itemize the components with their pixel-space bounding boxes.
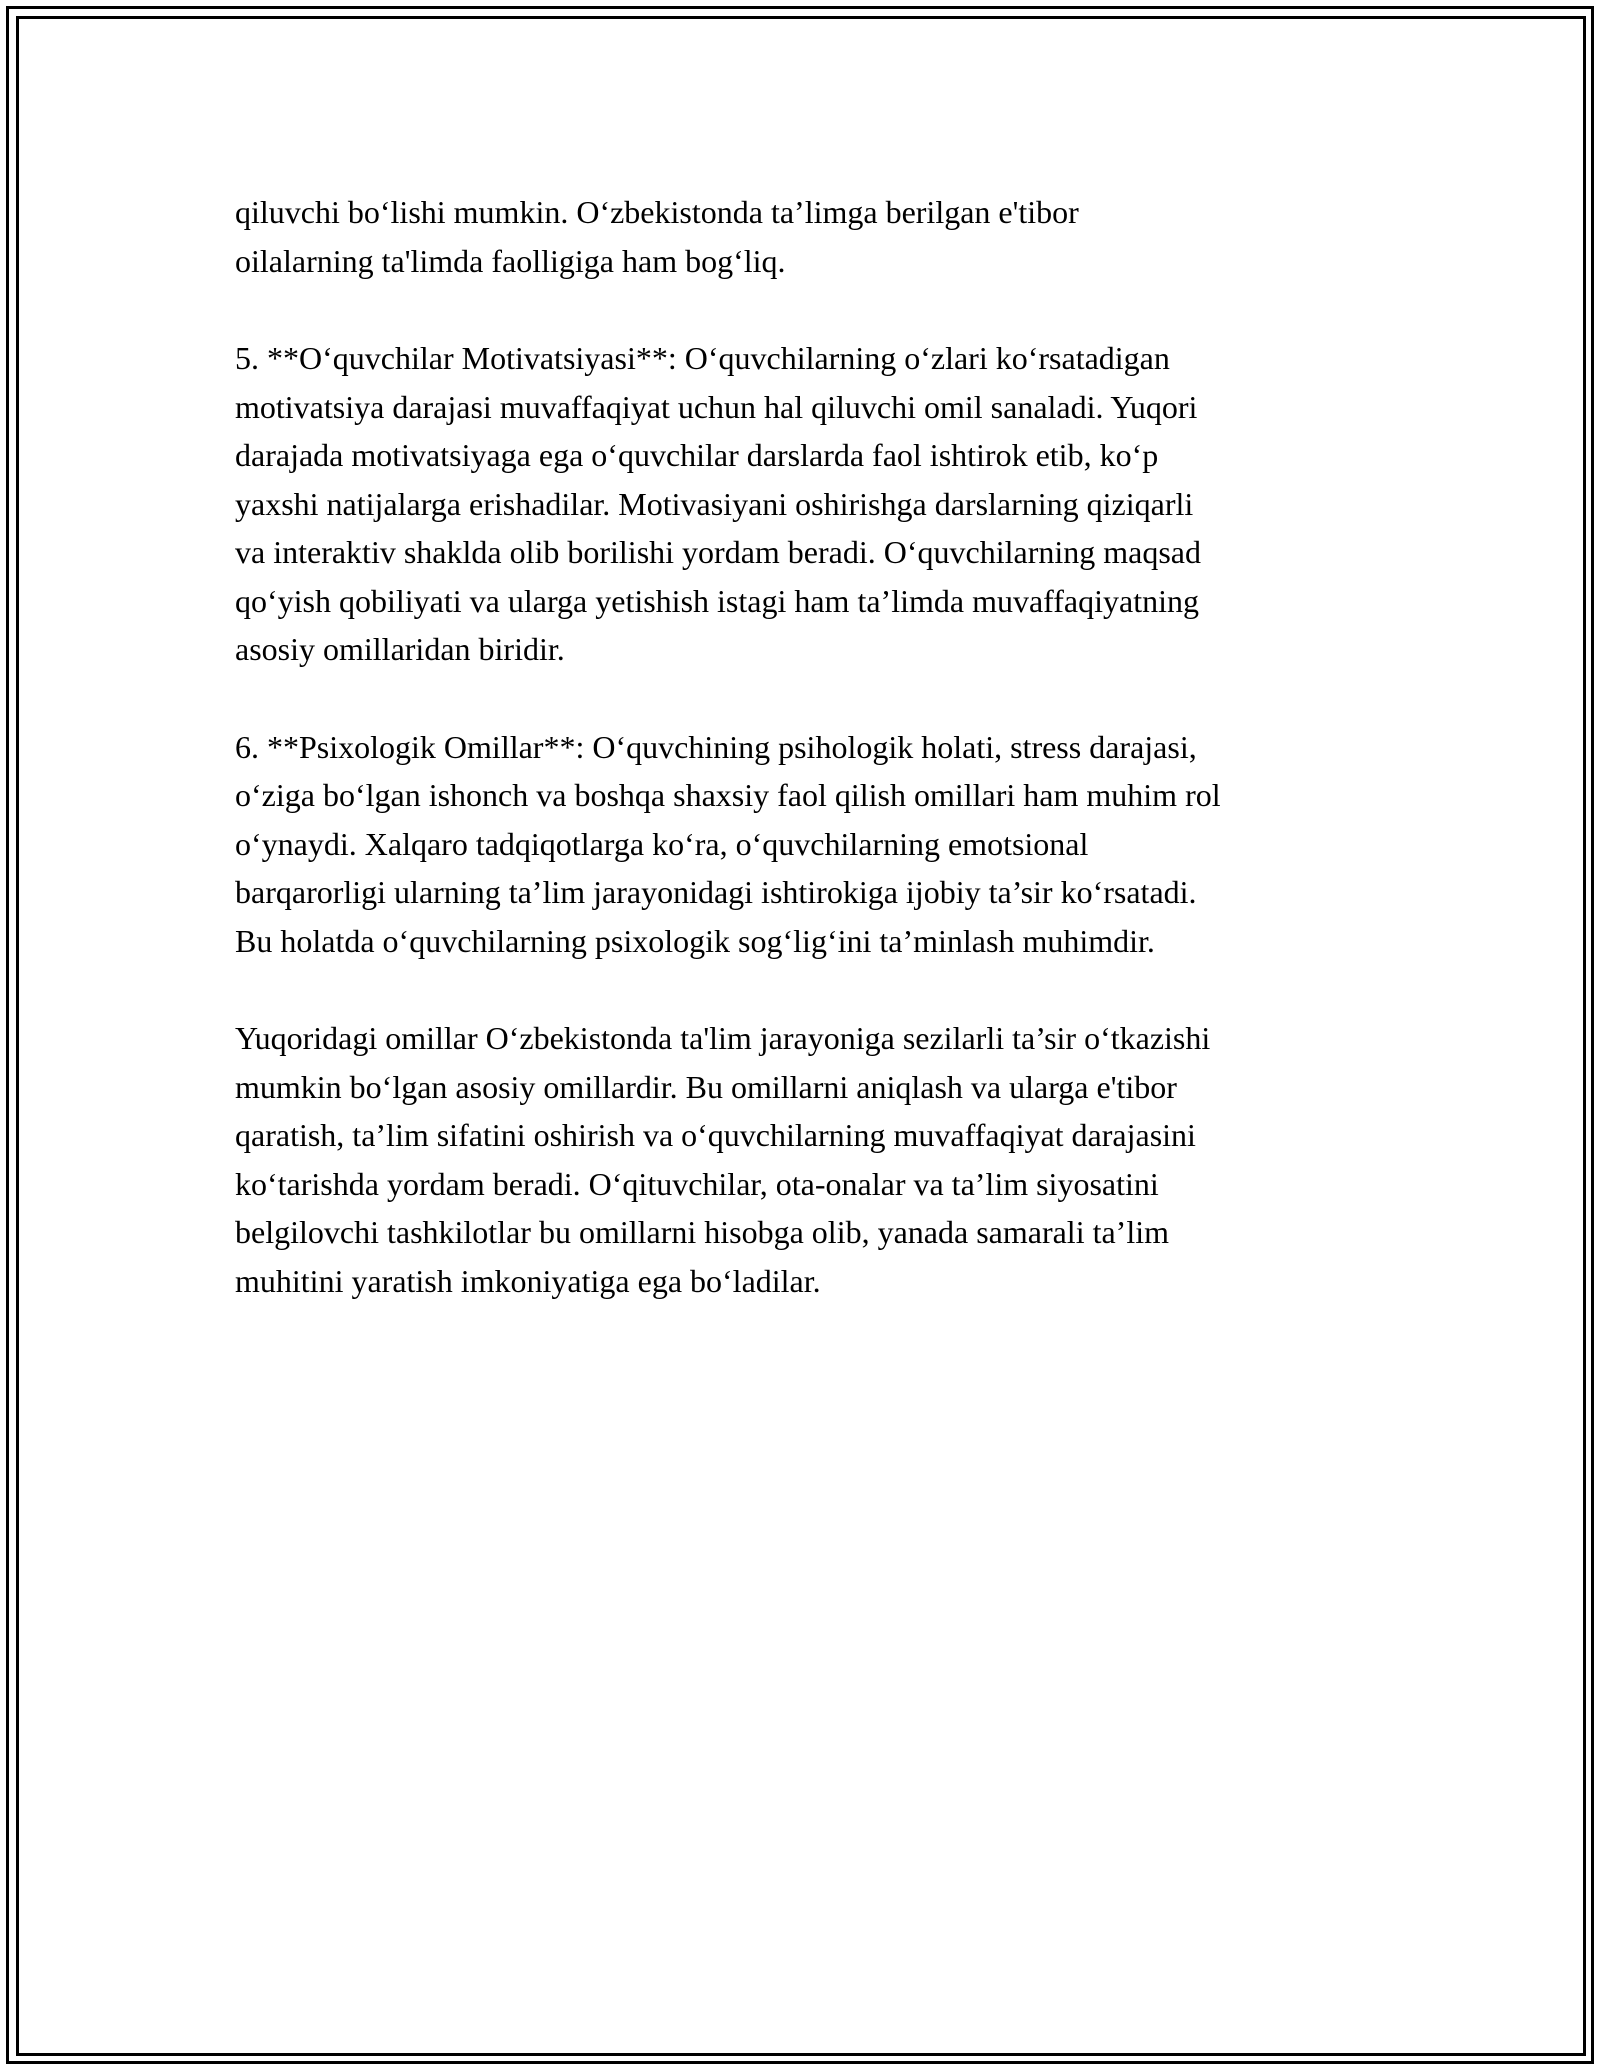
paragraph-student-motivation: 5. **O‘quvchilar Motivatsiyasi**: O‘quvchilarning o‘zlari ko‘rsatadigan motivatsiya darajasi muvaffaqiyat uchun hal qiluvchi omil sanaladi. Yuqori darajada motivatsiyaga ega o‘quvchilar darslarda faol ishtirok etib, ko‘p yaxshi natijalarga erishadilar. Motivasiyani oshirishga darslarning qiziqarli va interaktiv shaklda olib borilishi yordam beradi. O‘quvchilarning maqsad qo‘yish qobiliyati va ularga yetishish istagi ham ta’limda muvaffaqiyatning asosiy omillaridan biridir. [235, 340, 1201, 667]
document-body [235, 188, 1375, 1354]
paragraph-psychological-factors: 6. **Psixologik Omillar**: O‘quvchining psihologik holati, stress darajasi, o‘ziga bo‘lgan ishonch va boshqa shaxsiy faol qilish omillari ham muhim rol o‘ynaydi. Xalqaro tadqiqotlarga ko‘ra, o‘quvchilarning emotsional barqarorligi ularning ta’lim jarayonidagi ishtirokiga ijobiy ta’sir ko‘rsatadi. Bu holatda o‘quvchilarning psixologik sog‘lig‘ini ta’minlash muhimdir. [235, 728, 1221, 959]
paragraph-family-involvement-end: qiluvchi bo‘lishi mumkin. O‘zbekistonda ta’limga berilgan e'tibor oilalarning ta'limda faolligiga ham bog‘liq. [235, 194, 1079, 279]
paragraph-conclusion: Yuqoridagi omillar O‘zbekistonda ta'lim jarayoniga sezilarli ta’sir o‘tkazishi mumkin bo‘lgan asosiy omillardir. Bu omillarni aniqlash va ularga e'tibor qaratish, ta’lim sifatini oshirish va o‘quvchilarning muvaffaqiyat darajasini ko‘tarishda yordam beradi. O‘qituvchilar, ota-onalar va ta’lim siyosatini belgilovchi tashkilotlar bu omillarni hisobga olib, yanada samarali ta’lim muhitini yaratish imkoniyatiga ega bo‘ladilar. [235, 1020, 1211, 1299]
